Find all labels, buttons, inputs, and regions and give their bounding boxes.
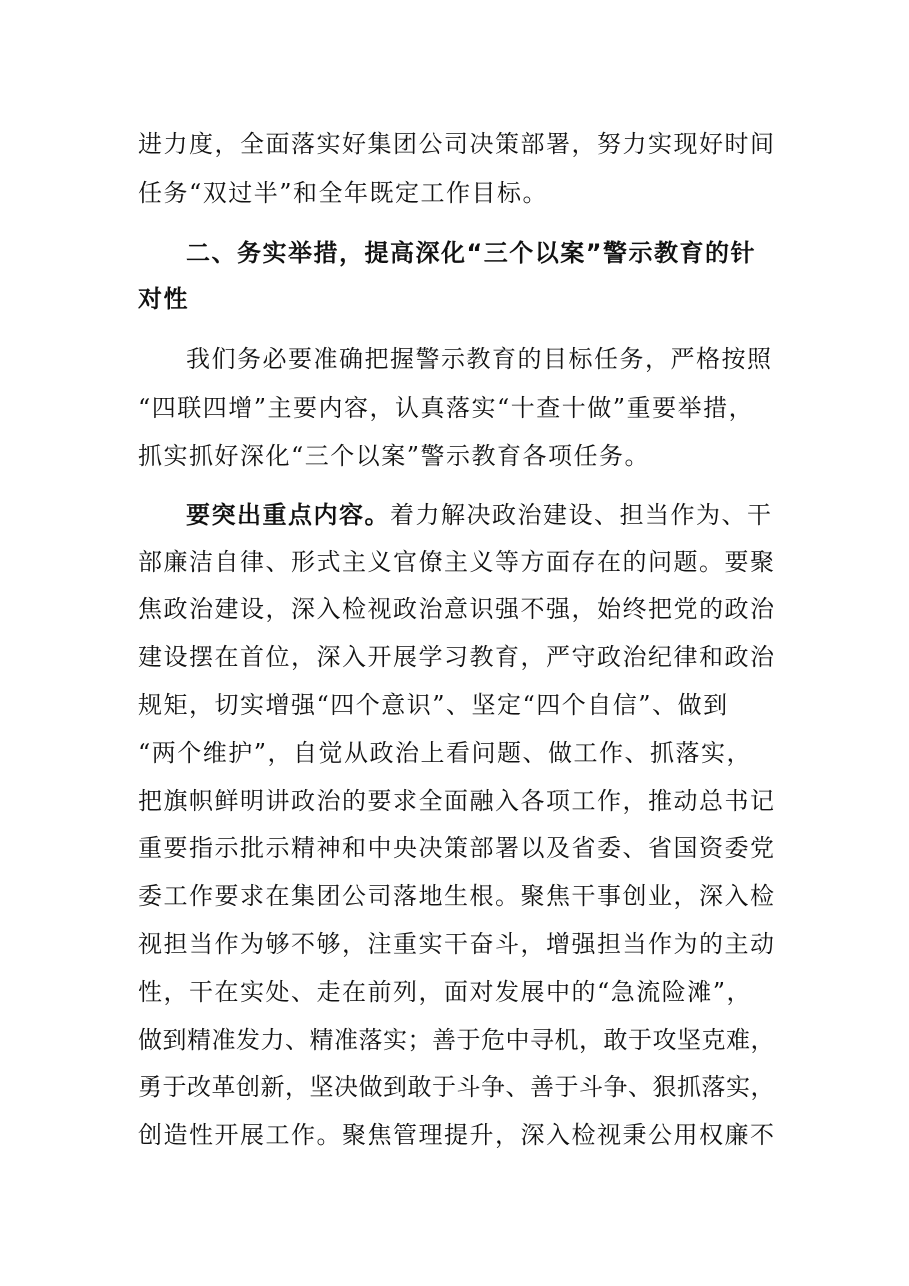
body-text-line: 焦政治建设，深入检视政治意识强不强，始终把党的政治: [138, 595, 776, 623]
body-text-line: “四联四增”主要内容，认真落实“十查十做”重要举措，: [138, 394, 755, 422]
paragraph-lead-bold: 要突出重点内容。: [186, 501, 390, 529]
body-text-line: 把旗帜鲜明讲政治的要求全面融入各项工作，推动总书记: [138, 787, 776, 815]
body-text-line: 性，干在实处、走在前列，面对发展中的“急流险滩”，: [138, 978, 753, 1006]
paragraph-first-line: [186, 500, 773, 530]
body-text-line: 任务“双过半”和全年既定工作目标。: [138, 179, 549, 207]
body-text-line: 我们务必要准确把握警示教育的目标任务，严格按照: [186, 345, 773, 373]
body-text-line: “两个维护”，自觉从政治上看问题、做工作、抓落实，: [138, 739, 753, 767]
body-text-line: 委工作要求在集团公司落地生根。聚焦干事创业，深入检: [138, 882, 776, 910]
body-text-line: 建设摆在首位，深入开展学习教育，严守政治纪律和政治: [138, 643, 776, 671]
body-text-line: 进力度，全面落实好集团公司决策部署，努力实现好时间: [138, 130, 776, 158]
section-heading: 二、务实举措，提高深化“三个以案”警示教育的针: [186, 239, 757, 267]
body-text-line: 勇于改革创新，坚决做到敢于斗争、善于斗争、狠抓落实，: [138, 1073, 775, 1101]
body-text-line: 重要指示批示精神和中央决策部署以及省委、省国资委党: [138, 834, 776, 862]
body-text-line: 规矩，切实增强“四个意识”、坚定“四个自信”、做到: [138, 691, 729, 719]
body-text-line: 抓实抓好深化“三个以案”警示教育各项任务。: [138, 442, 651, 470]
section-heading-continued: 对性: [138, 285, 189, 313]
body-text-line: 部廉洁自律、形式主义官僚主义等方面存在的问题。要聚: [138, 548, 776, 576]
body-text-line: 视担当作为够不够，注重实干奋斗，增强担当作为的主动: [138, 930, 776, 958]
body-text-line: 做到精准发力、精准落实；善于危中寻机，敢于攻坚克难，: [138, 1026, 775, 1054]
paragraph-lead-rest: 着力解决政治建设、担当作为、干: [390, 501, 773, 529]
body-text-line: 创造性开展工作。聚焦管理提升，深入检视秉公用权廉不: [138, 1121, 776, 1149]
